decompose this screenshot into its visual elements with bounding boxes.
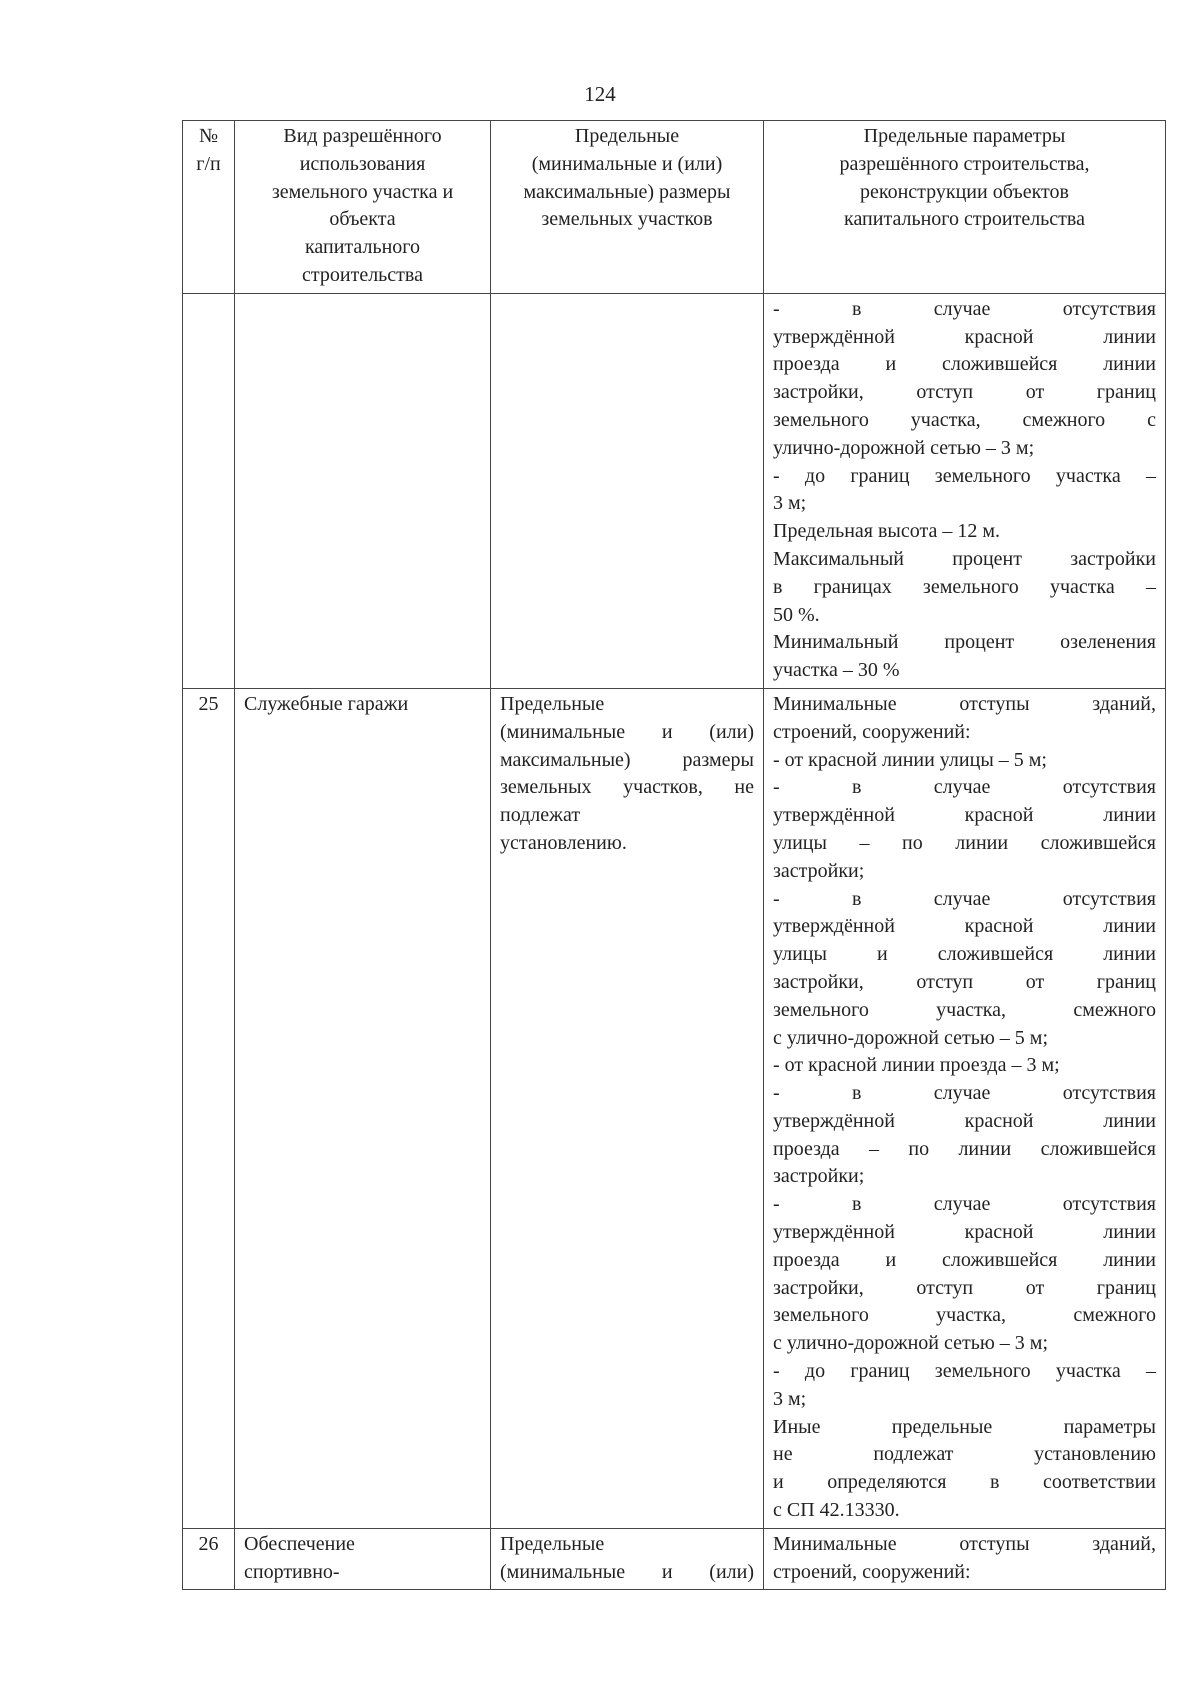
param-line: с улично-дорожной сетью – 5 м; (773, 1026, 1049, 1049)
param-line: утверждённой красной линии (773, 804, 1156, 827)
param-line: Минимальные отступы зданий, (773, 692, 1156, 715)
header-line: строительства (302, 263, 423, 286)
header-plot-size (491, 121, 764, 294)
param-line: утверждённой красной линии (773, 1221, 1156, 1244)
param-line: - до границ земельного участка – (773, 1360, 1156, 1383)
param-line: строений, сооружений: (773, 720, 971, 743)
param-line: - до границ земельного участка – (773, 464, 1156, 487)
param-line: с СП 42.13330. (773, 1499, 900, 1522)
row-plot-size (491, 293, 764, 688)
regulations-table (182, 120, 1166, 1590)
param-line: земельного участка, смежного с (773, 408, 1156, 431)
param-line: земельного участка, смежного (773, 998, 1156, 1021)
header-line: объекта (329, 208, 396, 231)
param-line: 3 м; (773, 492, 807, 515)
row-number (183, 293, 235, 688)
header-construction-params (764, 121, 1166, 294)
size-line: Предельные (500, 692, 605, 715)
header-line: земельных участков (541, 208, 713, 231)
param-line: застройки; (773, 859, 865, 882)
header-line: реконструкции объектов (860, 180, 1069, 203)
param-line: проезда и сложившейся линии (773, 353, 1156, 376)
param-line: Максимальный процент застройки (773, 547, 1156, 570)
header-line: капитального строительства (844, 208, 1085, 231)
param-line: Минимальные отступы зданий, (773, 1532, 1156, 1555)
row-construction-params (764, 1528, 1166, 1590)
param-line: улично-дорожной сетью – 3 м; (773, 436, 1035, 459)
type-line: спортивно- (244, 1560, 340, 1583)
param-line: застройки; (773, 1165, 865, 1188)
param-line: 50 %. (773, 603, 820, 626)
size-line: установлению. (500, 831, 627, 854)
table-row (183, 1528, 1166, 1590)
size-line: (минимальные и (или) (500, 1560, 754, 1583)
param-line: - в случае отсутствия (773, 887, 1156, 910)
param-line: проезда – по линии сложившейся (773, 1137, 1156, 1160)
param-line: утверждённой красной линии (773, 325, 1156, 348)
size-line: (минимальные и (или) (500, 720, 754, 743)
size-line: подлежат (500, 804, 581, 827)
param-line: Предельная высота – 12 м. (773, 520, 1001, 543)
param-line: - в случае отсутствия (773, 776, 1156, 799)
row-construction-params (764, 293, 1166, 688)
param-line: - в случае отсутствия (773, 1193, 1156, 1216)
header-line: капитального (305, 236, 420, 259)
header-line: Вид разрешённого (283, 125, 442, 147)
row-construction-params (764, 688, 1166, 1528)
header-line: № (198, 125, 219, 147)
param-line: - в случае отсутствия (773, 1082, 1156, 1105)
header-line: (минимальные и (или) (531, 152, 723, 175)
header-line: Предельные (574, 125, 680, 147)
table-header-row (183, 121, 1166, 294)
row-number: 25 (183, 688, 235, 1528)
param-line: и определяются в соответствии (773, 1471, 1156, 1494)
param-line: участка – 30 % (773, 659, 900, 682)
header-line: Предельные параметры (863, 125, 1066, 147)
row-use-type (235, 1528, 491, 1590)
param-line: застройки, отступ от границ (773, 381, 1156, 404)
header-line: использования (299, 152, 426, 175)
param-line: с улично-дорожной сетью – 3 м; (773, 1332, 1049, 1355)
row-use-type: Служебные гаражи (235, 688, 491, 1528)
header-use-type (235, 121, 491, 294)
table-row (183, 688, 1166, 1528)
param-line: 3 м; (773, 1387, 807, 1410)
param-line: Минимальный процент озеленения (773, 631, 1156, 654)
size-line: земельных участков, не (500, 776, 754, 799)
param-line: улицы – по линии сложившейся (773, 831, 1156, 854)
header-line: земельного участка и (271, 180, 454, 203)
param-line: строений, сооружений: (773, 1560, 971, 1583)
row-plot-size (491, 688, 764, 1528)
param-line: - от красной линии проезда – 3 м; (773, 1054, 1060, 1077)
param-line: - в случае отсутствия (773, 297, 1156, 320)
row-number: 26 (183, 1528, 235, 1590)
header-line: г/п (196, 152, 221, 175)
size-line: Предельные (500, 1532, 605, 1555)
page-number: 124 (584, 82, 616, 106)
type-line: Обеспечение (244, 1532, 355, 1555)
row-plot-size (491, 1528, 764, 1590)
param-line: проезда и сложившейся линии (773, 1248, 1156, 1271)
table-row (183, 293, 1166, 688)
param-line: улицы и сложившейся линии (773, 943, 1156, 966)
param-line: застройки, отступ от границ (773, 1276, 1156, 1299)
header-number (183, 121, 235, 294)
row-use-type (235, 293, 491, 688)
param-line: застройки, отступ от границ (773, 970, 1156, 993)
param-line: не подлежат установлению (773, 1443, 1156, 1466)
header-line: максимальные) размеры (523, 180, 731, 203)
header-line: разрешённого строительства, (839, 152, 1090, 175)
param-line: утверждённой красной линии (773, 915, 1156, 938)
param-line: земельного участка, смежного (773, 1304, 1156, 1327)
param-line: - от красной линии улицы – 5 м; (773, 748, 1047, 771)
param-line: Иные предельные параметры (773, 1415, 1156, 1438)
size-line: максимальные) размеры (500, 748, 754, 771)
param-line: в границах земельного участка – (773, 575, 1156, 598)
param-line: утверждённой красной линии (773, 1109, 1156, 1132)
